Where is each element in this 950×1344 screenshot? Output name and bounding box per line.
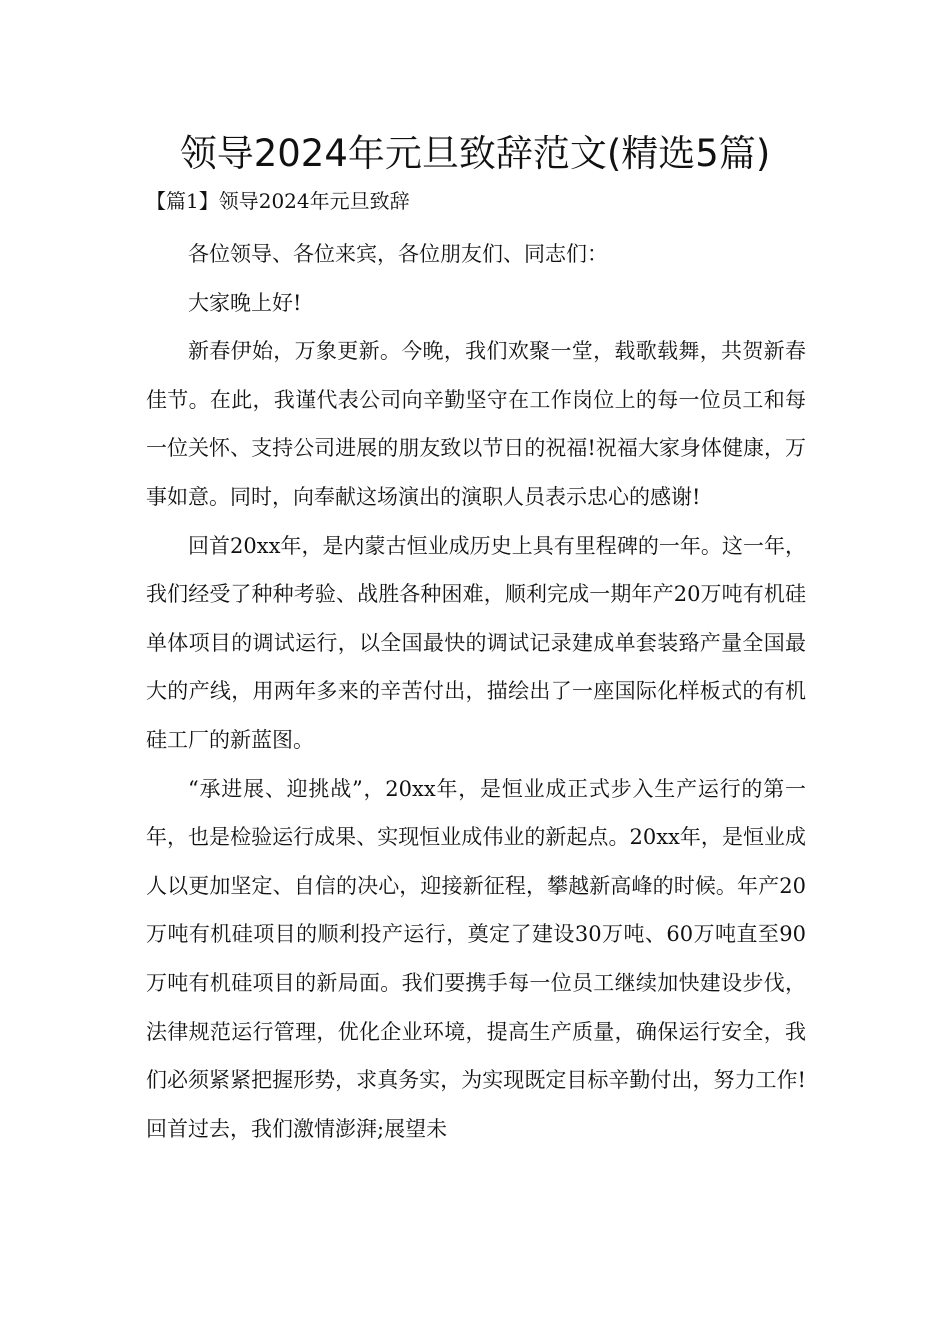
document-title: 领导2024年元旦致辞范文(精选5篇) — [179, 132, 771, 175]
paragraph-review: 回首20xx年，是内蒙古恒业成历史上具有里程碑的一年。这一年，我们经受了种种考验、战胜各种困难，顺利完成一期年产20万吨有机硅单体项目的调试运行，以全国最快的调试记录建成单套装臵产量全国最大的产线，用两年多来的辛苦付出，描绘出了一座国际化样板式的有机硅工厂的新蓝图。 — [146, 533, 806, 752]
section-heading: 【篇1】领导2024年元旦致辞 — [146, 189, 410, 213]
paragraph-salutation: 大家晚上好! — [188, 290, 302, 315]
document-body — [146, 230, 806, 1153]
paragraph-outlook: “承进展、迎挑战”，20xx年，是恒业成正式步入生产运行的第一年，也是检验运行成果、实现恒业成伟业的新起点。20xx年，是恒业成人以更加坚定、自信的决心，迎接新征程，攀越新高峰的时候。年产20万吨有机硅项目的顺利投产运行，奠定了建设30万吨、60万吨直至90万吨有机硅项目的新局面。我们要携手每一位员工继续加快建设步伐，法律规范运行管理，优化企业环境，提高生产质量，确保运行安全，我们必须紧紧把握形势，求真务实，为实现既定目标辛勤付出，努力工作!回首过去，我们激情澎湃;展望未 — [146, 776, 806, 1141]
paragraph-opening: 新春伊始，万象更新。今晚，我们欢聚一堂，载歌载舞，共贺新春佳节。在此，我谨代表公司向辛勤坚守在工作岗位上的每一位员工和每一位关怀、支持公司进展的朋友致以节日的祝福!祝福大家身体健康，万事如意。同时，向奉献这场演出的演职人员表示忠心的感谢! — [146, 339, 806, 509]
paragraph-greeting: 各位领导、各位来宾，各位朋友们、同志们： — [188, 242, 608, 266]
